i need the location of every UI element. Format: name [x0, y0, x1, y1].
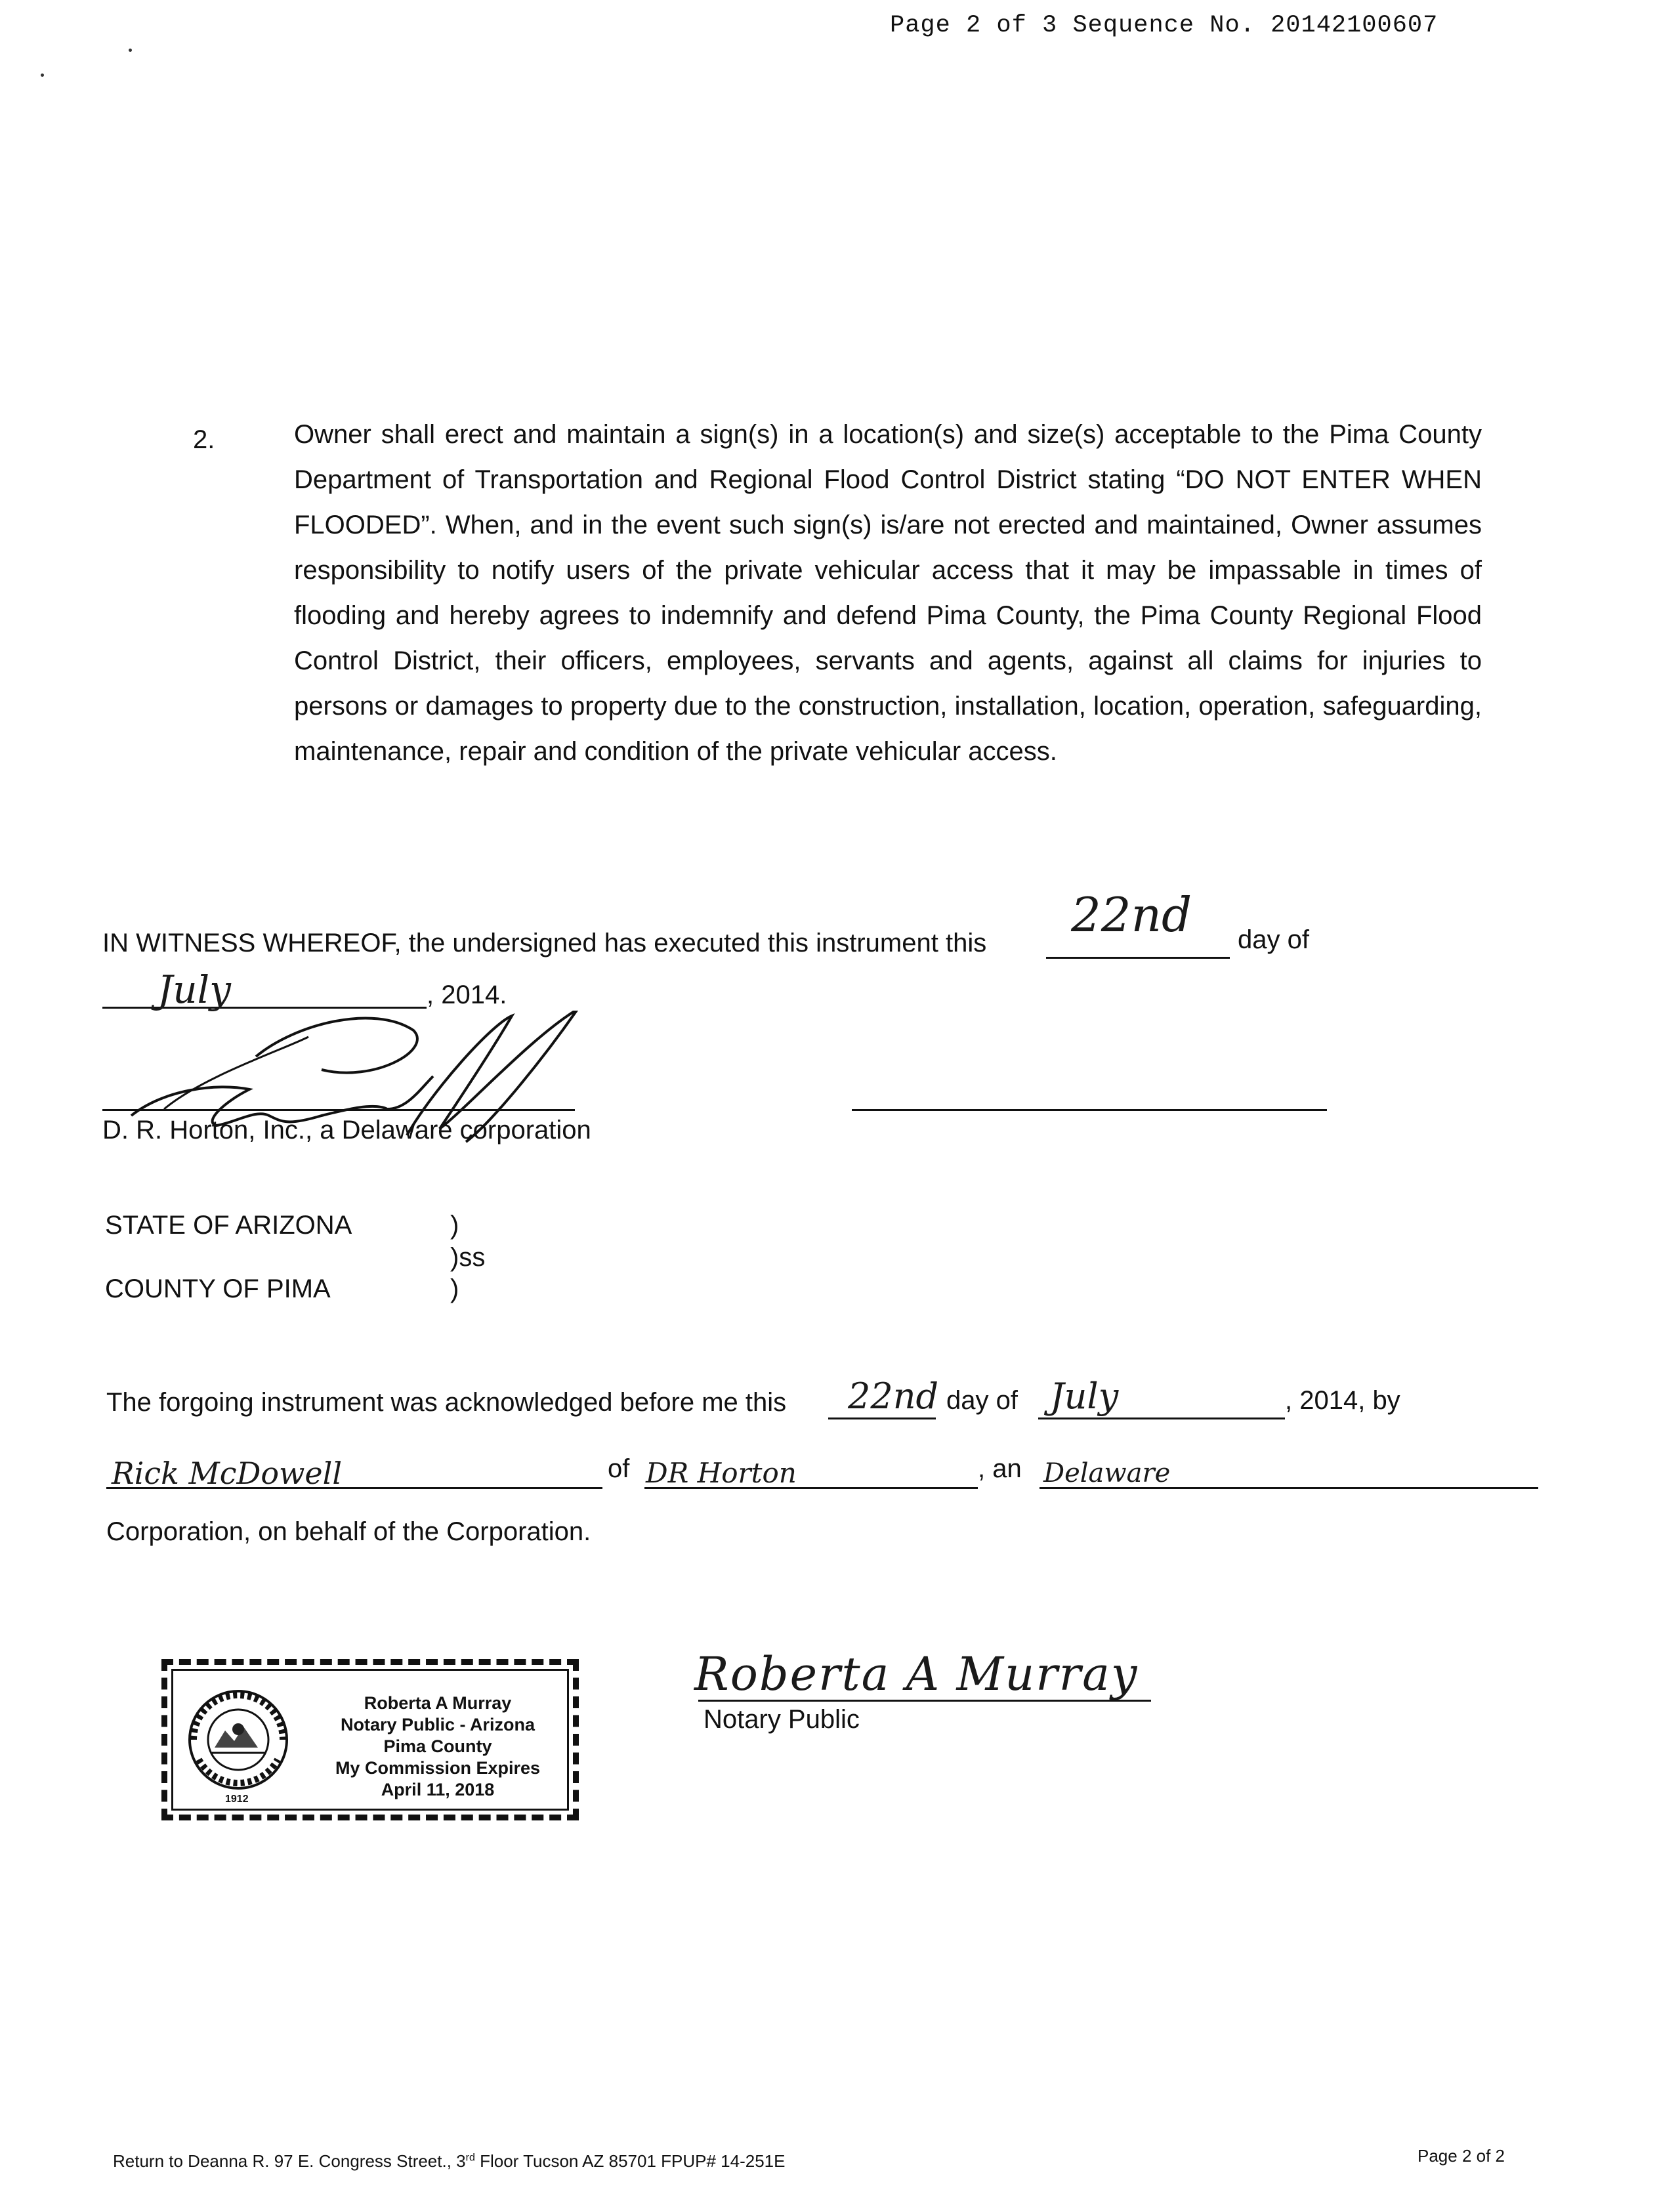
stamp-commission: My Commission Expires: [335, 1758, 541, 1778]
scan-speck: [129, 49, 132, 52]
venue-paren-bottom: ): [450, 1274, 459, 1303]
witness-day-of: day of: [1238, 925, 1309, 954]
clause-number: 2.: [193, 425, 215, 454]
venue-county: COUNTY OF PIMA: [105, 1274, 331, 1303]
venue-ss: )ss: [450, 1243, 486, 1272]
state-seal-icon: [186, 1687, 291, 1792]
notary-signature: Roberta A Murray: [694, 1647, 1139, 1701]
seal-year: 1912: [225, 1794, 249, 1805]
notary-stamp: [161, 1659, 579, 1820]
venue-paren-top: ): [450, 1211, 459, 1240]
ack-an: , an: [978, 1454, 1022, 1483]
second-signature-line: [852, 1109, 1327, 1111]
ack-lead: The forgoing instrument was acknowledged before me this: [106, 1388, 787, 1417]
ack-month-handwritten: July: [1050, 1376, 1119, 1417]
stamp-text-block: [313, 1692, 562, 1801]
footer-return-suffix: Floor Tucson AZ 85701 FPUP# 14-251E: [474, 2151, 786, 2171]
ack-name-handwritten: Rick McDowell: [112, 1456, 343, 1491]
ack-day-line: [828, 1418, 936, 1419]
stamp-expires: April 11, 2018: [381, 1780, 495, 1799]
ack-day-handwritten: 22nd: [848, 1376, 939, 1417]
horton-caption: D. R. Horton, Inc., a Delaware corporation: [102, 1116, 591, 1144]
venue-state: STATE OF ARIZONA: [105, 1211, 352, 1240]
page-sequence-header: Page 2 of 3 Sequence No. 20142100607: [890, 12, 1438, 39]
footer-page-number: Page 2 of 2: [1418, 2146, 1505, 2166]
ack-day-of: day of: [946, 1386, 1018, 1415]
ack-company-handwritten: DR Horton: [646, 1457, 797, 1489]
witness-month-handwritten: July: [158, 967, 231, 1012]
stamp-name: Roberta A Murray: [364, 1693, 512, 1713]
footer-return-address: [113, 2151, 785, 2172]
witness-lead: IN WITNESS WHEREOF, the undersigned has executed this instrument this: [102, 929, 987, 957]
stamp-county: Pima County: [383, 1736, 492, 1756]
ack-closing: Corporation, on behalf of the Corporation.: [106, 1517, 591, 1546]
witness-month-line: [102, 1007, 427, 1009]
scan-speck: [41, 74, 44, 77]
notary-caption: Notary Public: [704, 1705, 860, 1734]
witness-day-handwritten: 22nd: [1071, 887, 1192, 942]
witness-year: , 2014.: [427, 980, 507, 1009]
footer-return-prefix: Return to Deanna R. 97 E. Congress Street., 3: [113, 2151, 466, 2171]
ack-state-handwritten: Delaware: [1043, 1458, 1171, 1488]
clause-text: Owner shall erect and maintain a sign(s) in a location(s) and size(s) acceptable to the Pima County Department of Transportation and Regional Flood Control District stating “DO NOT ENTER WHEN FLOODED”. When, and in the event such sign(s) is/are not erected and maintained, Owner assumes responsibility to notify users of the private vehicular access that it may be impassable in times of flooding and hereby agrees to indemnify and defend Pima County, the Pima County Regional Flood Control District, their officers, employees, servants and agents, against all claims for injuries to persons or damages to property due to the construction, installation, location, operation, safeguarding, maintenance, repair and condition of the private vehicular access.: [294, 420, 1482, 766]
ack-year-by: , 2014, by: [1285, 1386, 1400, 1415]
stamp-title: Notary Public - Arizona: [340, 1715, 536, 1734]
footer-sup: rd: [465, 2152, 475, 2164]
ack-month-line: [1038, 1418, 1285, 1419]
ack-of: of: [608, 1454, 630, 1483]
horton-signature-line: [102, 1109, 575, 1111]
witness-day-line: [1046, 957, 1230, 959]
notary-signature-line: [698, 1700, 1151, 1702]
